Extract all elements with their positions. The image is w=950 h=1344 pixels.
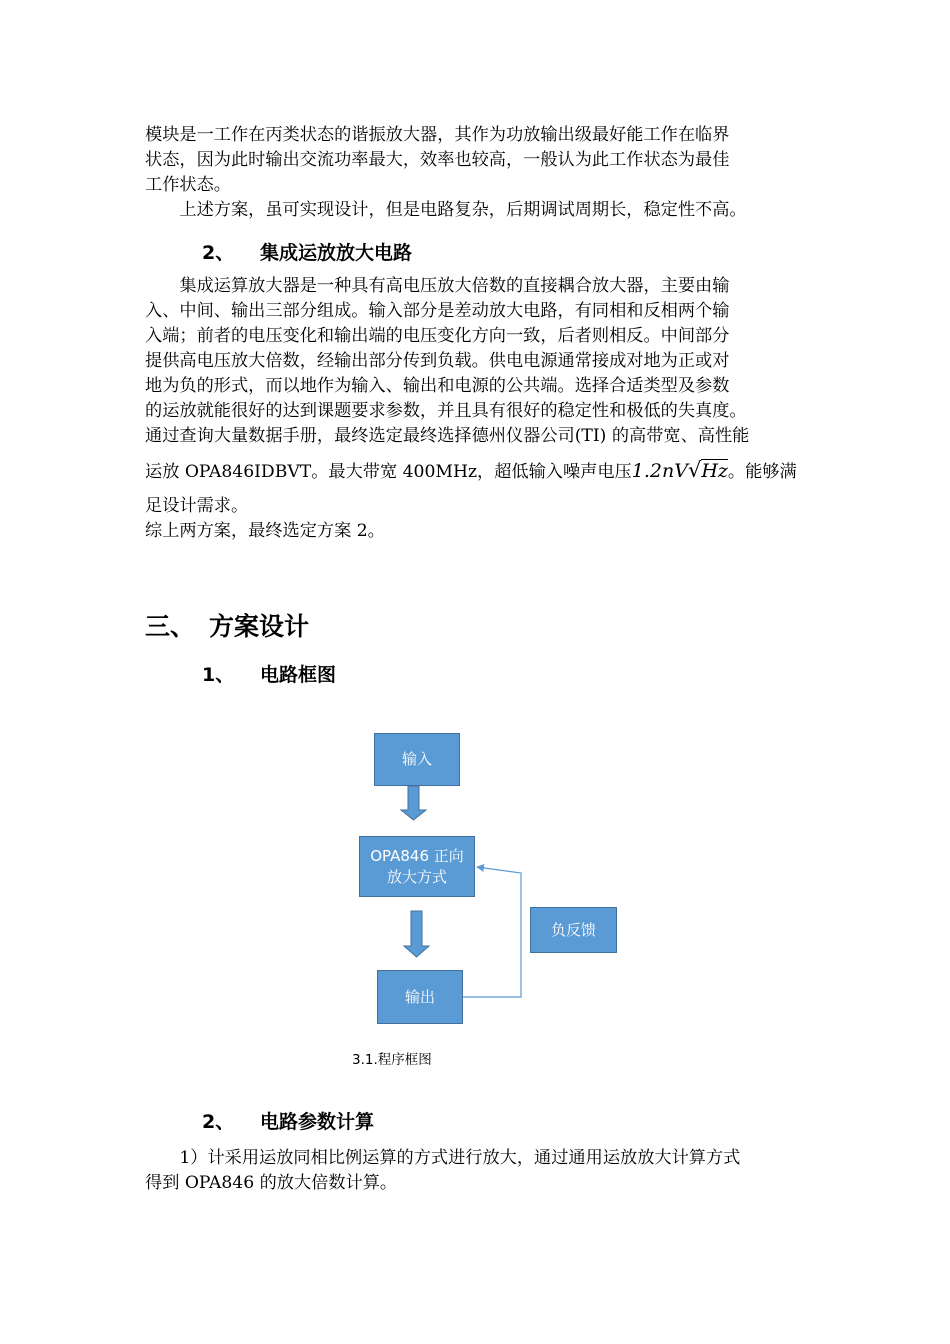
text-line: 状态，因为此时输出交流功率最大，效率也较高，一般认为此工作状态为最佳 (145, 150, 730, 170)
text-line: 综上两方案，最终选定方案 2。 (145, 521, 385, 541)
down-arrow-amp-to-output (404, 911, 429, 957)
intro-paragraph (145, 123, 810, 223)
feedback-block-label: 负反馈 (550, 920, 596, 939)
section-title: 电路框图 (260, 664, 337, 686)
output-block-label: 输出 (404, 987, 435, 1006)
section-title: 电路参数计算 (260, 1111, 375, 1133)
text-segment: 运放 OPA846IDBVT。最大带宽 400MHz，超低输入噪声电压 (145, 462, 632, 482)
down-arrow-input-to-amp (401, 786, 426, 820)
sqrt-sign: √ (687, 458, 702, 482)
text-line: 上述方案，虽可实现设计，但是电路复杂，后期调试周期长，稳定性不高。 (145, 200, 747, 220)
chapter-number: 三、 (145, 612, 196, 641)
text-line: 工作状态。 (145, 175, 231, 195)
amplifier-label-line: 放大方式 (386, 867, 447, 886)
text-segment: 。能够满 (727, 462, 797, 482)
formula-radicand: Hz (701, 460, 728, 482)
text-line: 集成运算放大器是一种具有高电压放大倍数的直接耦合放大器，主要由输 (145, 276, 730, 296)
amplifier-label-line: OPA846 正向 (370, 846, 464, 865)
figure-caption: 3.1.程序框图 (352, 1052, 432, 1068)
text-line: 足设计需求。 (145, 496, 249, 516)
text-line: 的运放就能很好的达到课题要求参数，并且具有很好的稳定性和极低的失真度。 (145, 401, 747, 421)
input-block-label: 输入 (401, 750, 432, 768)
section-number: 2、 (202, 1111, 235, 1133)
amplifier-block (359, 836, 475, 897)
feedback-block (530, 907, 617, 953)
section-number: 1、 (202, 664, 235, 686)
section-title: 集成运放放大电路 (260, 242, 413, 264)
text-line: 地为负的形式，而以地作为输入、输出和电源的公共端。选择合适类型及参数 (145, 376, 730, 396)
text-line: 1）计采用运放同相比例运算的方式进行放大，通过通用运放放大计算方式 (145, 1148, 741, 1168)
text-line: 得到 OPA846 的放大倍数计算。 (145, 1173, 398, 1193)
text-line: 提供高电压放大倍数，经输出部分传到负载。供电电源通常接成对地为正或对 (145, 351, 730, 371)
text-line: 通过查询大量数据手册，最终选定最终选择德州仪器公司(TI) 的高带宽、高性能 (145, 426, 750, 446)
chapter-title: 方案设计 (209, 612, 310, 641)
calc-paragraph (145, 1146, 810, 1196)
text-line: 入端；前者的电压变化和输出端的电压变化方向一致，后者则相反。中间部分 (145, 326, 730, 346)
text-line-with-formula (145, 456, 810, 486)
text-line: 入、中间、输出三部分组成。输入部分是差动放大电路，有同相和反相两个输 (145, 301, 730, 321)
noise-formula (632, 460, 728, 482)
amplifier-block-label (370, 846, 464, 888)
section-number: 2、 (202, 242, 235, 264)
text-line: 模块是一工作在丙类状态的谐振放大器，其作为功放输出级最好能工作在临界 (145, 125, 730, 145)
formula-coefficient: 1.2nV (631, 460, 688, 482)
output-block (377, 970, 463, 1024)
chapter-heading-design (145, 607, 309, 643)
input-block (374, 733, 460, 786)
opamp-paragraph (145, 274, 810, 544)
